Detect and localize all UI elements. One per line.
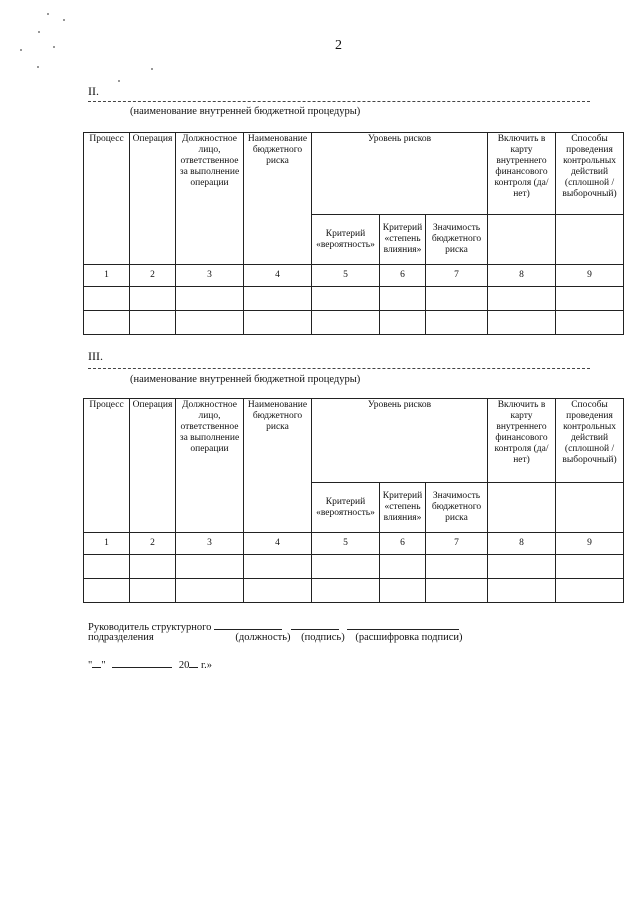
empty-cell <box>380 287 426 311</box>
empty-cell <box>130 287 176 311</box>
empty-cell <box>244 555 312 579</box>
empty-cell <box>380 579 426 603</box>
header-criterion-impact: Критерий «степень влияния» <box>380 483 426 533</box>
sign-caption: (подпись) <box>301 632 345 643</box>
table-row <box>84 555 624 579</box>
column-number: 8 <box>488 533 556 555</box>
empty-cell <box>312 287 380 311</box>
empty-cell <box>84 287 130 311</box>
column-number: 5 <box>312 265 380 287</box>
table-row <box>84 287 624 311</box>
empty-cell <box>312 555 380 579</box>
column-number: 4 <box>244 265 312 287</box>
column-number: 9 <box>556 533 624 555</box>
procedure-caption: (наименование внутренней бюджетной процедуры) <box>130 374 361 385</box>
empty-cell <box>380 311 426 335</box>
column-number: 3 <box>176 265 244 287</box>
signature-label: Руководитель структурного <box>88 622 212 633</box>
sign-blank <box>291 619 339 630</box>
header-criterion-probability: Критерий «вероятность» <box>312 483 380 533</box>
header-methods-sub <box>556 483 624 533</box>
month-blank <box>112 657 172 668</box>
empty-cell <box>130 555 176 579</box>
header-process: Процесс <box>84 133 130 265</box>
table-row <box>84 311 624 335</box>
header-risk-level: Уровень рисков <box>312 399 488 483</box>
header-responsible: Должностное лицо, ответственное за выполнение операции <box>176 133 244 265</box>
year-blank <box>189 657 198 668</box>
column-number: 7 <box>426 533 488 555</box>
header-risk-name: Наименование бюджетного риска <box>244 133 312 265</box>
empty-cell <box>556 311 624 335</box>
column-number: 8 <box>488 265 556 287</box>
scan-speck <box>38 31 40 33</box>
empty-cell <box>488 311 556 335</box>
empty-cell <box>556 579 624 603</box>
empty-cell <box>488 579 556 603</box>
column-number: 1 <box>84 533 130 555</box>
date-quote-open: " <box>88 660 93 671</box>
signature-line <box>88 619 459 633</box>
header-include-map-sub <box>488 215 556 265</box>
scan-speck <box>37 66 39 68</box>
empty-cell <box>84 555 130 579</box>
header-significance: Значимость бюджетного риска <box>426 215 488 265</box>
empty-cell <box>244 579 312 603</box>
empty-cell <box>312 579 380 603</box>
column-number: 1 <box>84 265 130 287</box>
header-include-map-sub <box>488 483 556 533</box>
empty-cell <box>426 311 488 335</box>
empty-cell <box>176 311 244 335</box>
procedure-name-line <box>88 368 590 369</box>
header-significance: Значимость бюджетного риска <box>426 483 488 533</box>
column-number: 3 <box>176 533 244 555</box>
empty-cell <box>130 311 176 335</box>
header-include-map: Включить в карту внутреннего финансового контроля (да/нет) <box>488 399 556 483</box>
date-line <box>88 657 212 671</box>
header-criterion-impact: Критерий «степень влияния» <box>380 215 426 265</box>
empty-cell <box>84 311 130 335</box>
header-operation: Операция <box>130 399 176 533</box>
empty-cell <box>312 311 380 335</box>
empty-cell <box>84 579 130 603</box>
position-blank <box>214 619 282 630</box>
header-methods: Способы проведения контрольных действий (сплошной / выборочный) <box>556 399 624 483</box>
decode-blank <box>347 619 459 630</box>
empty-cell <box>130 579 176 603</box>
column-number: 6 <box>380 265 426 287</box>
scan-speck <box>118 80 120 82</box>
empty-cell <box>380 555 426 579</box>
header-criterion-probability: Критерий «вероятность» <box>312 215 380 265</box>
scan-speck <box>151 68 153 70</box>
scan-speck <box>63 19 65 21</box>
column-number: 6 <box>380 533 426 555</box>
header-include-map: Включить в карту внутреннего финансового контроля (да/нет) <box>488 133 556 215</box>
page-number: 2 <box>335 38 342 53</box>
header-process: Процесс <box>84 399 130 533</box>
procedure-caption: (наименование внутренней бюджетной процедуры) <box>130 106 361 117</box>
column-number: 9 <box>556 265 624 287</box>
empty-cell <box>488 287 556 311</box>
year-prefix: 20 <box>178 660 190 671</box>
position-caption: (должность) <box>235 632 291 643</box>
scan-speck <box>20 49 22 51</box>
empty-cell <box>244 311 312 335</box>
empty-cell <box>426 287 488 311</box>
header-risk-name: Наименование бюджетного риска <box>244 399 312 533</box>
day-blank <box>92 657 101 668</box>
header-responsible: Должностное лицо, ответственное за выполнение операции <box>176 399 244 533</box>
column-number: 2 <box>130 533 176 555</box>
column-number: 2 <box>130 265 176 287</box>
column-number: 4 <box>244 533 312 555</box>
header-methods-sub <box>556 215 624 265</box>
signature-caption <box>88 632 463 643</box>
empty-cell <box>426 579 488 603</box>
column-number: 7 <box>426 265 488 287</box>
empty-cell <box>488 555 556 579</box>
empty-cell <box>556 555 624 579</box>
signature-label-line2: подразделения <box>88 632 154 643</box>
risk-table <box>83 398 624 603</box>
decode-caption: (расшифровка подписи) <box>355 632 463 643</box>
risk-table <box>83 132 624 335</box>
section-number: II. <box>88 84 99 98</box>
header-risk-level: Уровень рисков <box>312 133 488 215</box>
header-operation: Операция <box>130 133 176 265</box>
section-number: III. <box>88 349 103 363</box>
procedure-name-line <box>88 101 590 102</box>
scan-speck <box>47 13 49 15</box>
header-methods: Способы проведения контрольных действий (сплошной / выборочный) <box>556 133 624 215</box>
table-row <box>84 579 624 603</box>
empty-cell <box>244 287 312 311</box>
empty-cell <box>426 555 488 579</box>
empty-cell <box>176 555 244 579</box>
date-quote-close: " <box>101 660 106 671</box>
empty-cell <box>176 579 244 603</box>
scan-speck <box>53 46 55 48</box>
empty-cell <box>176 287 244 311</box>
year-suffix: г.» <box>200 660 212 671</box>
empty-cell <box>556 287 624 311</box>
column-number: 5 <box>312 533 380 555</box>
